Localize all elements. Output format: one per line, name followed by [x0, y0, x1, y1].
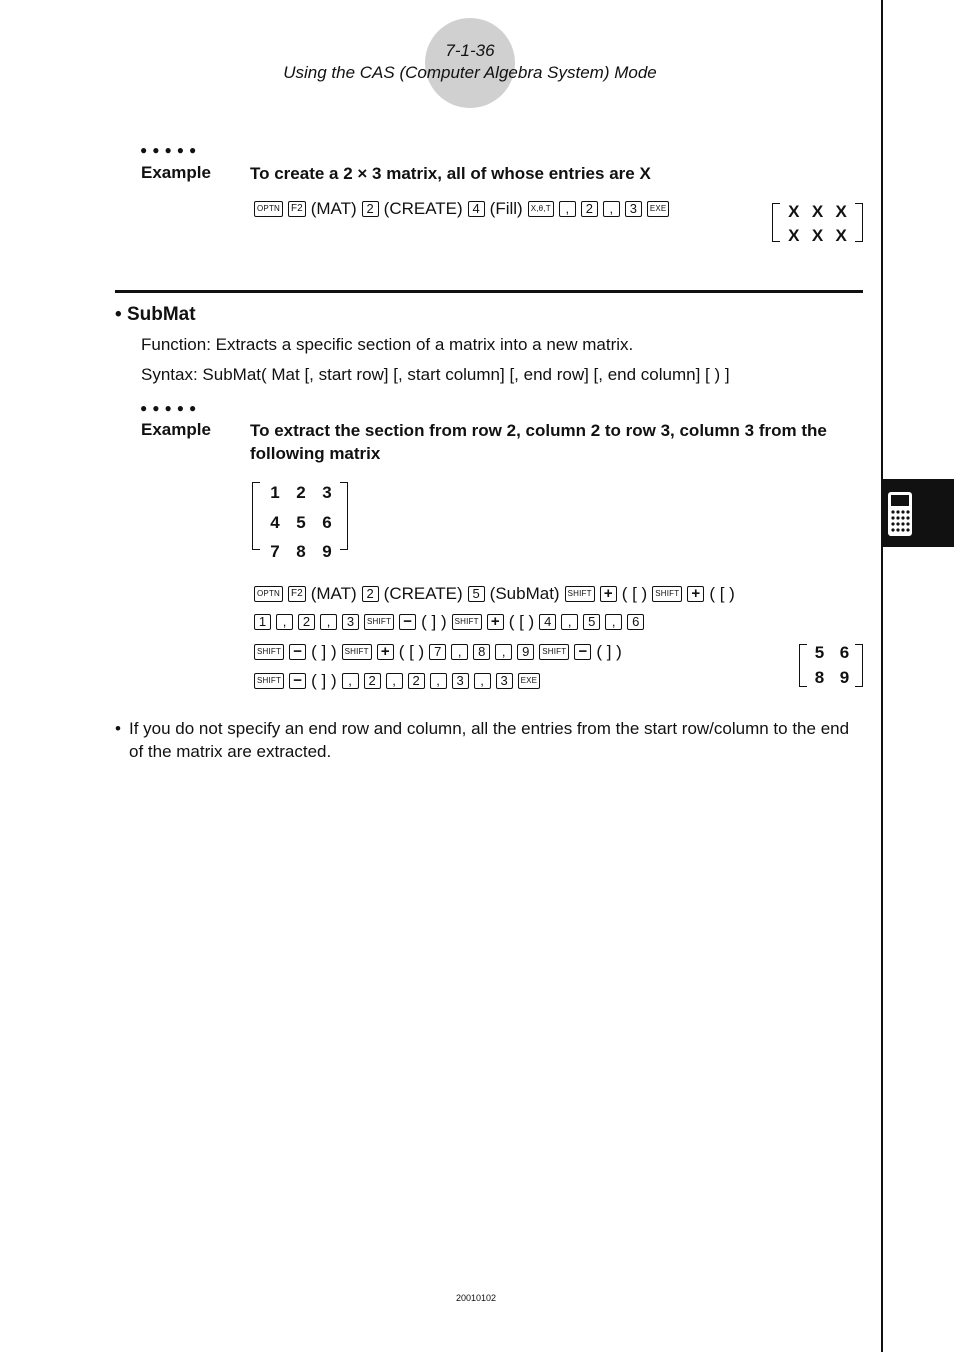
example-label: Example — [141, 163, 211, 182]
exe-key: EXE — [647, 201, 670, 217]
matrix-cell: X — [811, 202, 824, 221]
bullet-icon: • — [115, 719, 121, 738]
minus-key: − — [574, 644, 591, 660]
close-bracket-label: ( ] ) — [311, 642, 337, 661]
comma-key: , — [451, 644, 468, 660]
key-4: 4 — [468, 201, 485, 217]
example-title: To extract the section from row 2, column 2 to row 3, column 3 from the following matrix — [250, 421, 827, 463]
close-bracket-label: ( ] ) — [421, 612, 447, 631]
matrix-cell: 6 — [839, 642, 850, 662]
calculator-icon — [887, 491, 913, 537]
comma-key: , — [495, 644, 512, 660]
optn-key: OPTN — [254, 201, 283, 217]
key-8: 8 — [473, 644, 490, 660]
minus-key: − — [289, 644, 306, 660]
footer-code: 20010102 — [455, 1293, 497, 1303]
matrix-cell: X — [835, 202, 847, 221]
note-text: If you do not specify an end row and column, all the entries from the start row/column to the end of the matrix are extracted. — [129, 719, 850, 761]
close-bracket-label: ( ] ) — [596, 642, 622, 661]
key-7: 7 — [429, 644, 446, 660]
key-4: 4 — [539, 614, 556, 630]
comma-key: , — [561, 614, 578, 630]
page-number: 7-1-36 — [445, 41, 495, 60]
key-sequence-2-line-4 — [254, 670, 545, 692]
x-theta-t-key: X,θ,T — [528, 201, 554, 217]
exe-key: EXE — [518, 673, 541, 689]
create-label: (CREATE) — [383, 584, 463, 603]
matrix-cell: 2 — [296, 483, 306, 502]
shift-key: SHIFT — [254, 673, 284, 689]
matrix-cell: 1 — [270, 483, 280, 502]
matrix-cell: 4 — [270, 512, 280, 532]
comma-key: , — [605, 614, 622, 630]
key-5: 5 — [468, 586, 485, 602]
key-3: 3 — [452, 673, 469, 689]
section-divider — [115, 290, 863, 293]
open-bracket-label: ( [ ) — [398, 642, 425, 661]
section-heading: • SubMat — [115, 304, 196, 325]
key-6: 6 — [627, 614, 644, 630]
margin-rule — [881, 0, 883, 1352]
example-dots: ●●●●● — [140, 143, 202, 157]
matrix-cell: 7 — [270, 541, 280, 561]
minus-key: − — [289, 673, 306, 689]
create-label: (CREATE) — [383, 199, 463, 218]
f2-key: F2 — [288, 201, 306, 217]
page-title: Using the CAS (Computer Algebra System) Mode — [283, 63, 657, 82]
plus-key: + — [487, 614, 504, 630]
key-2: 2 — [581, 201, 598, 217]
source-matrix — [252, 478, 348, 561]
matrix-cell: X — [788, 202, 800, 221]
function-description: Function: Extracts a specific section of a matrix into a new matrix. — [141, 335, 634, 354]
matrix-cell: 8 — [296, 541, 306, 561]
key-2: 2 — [362, 201, 379, 217]
fill-label: (Fill) — [489, 199, 523, 218]
key-2: 2 — [408, 673, 425, 689]
key-3: 3 — [625, 201, 642, 217]
mat-label: (MAT) — [310, 584, 357, 603]
key-2: 2 — [362, 586, 379, 602]
key-3: 3 — [342, 614, 359, 630]
matrix-cell: 6 — [322, 512, 332, 532]
key-9: 9 — [517, 644, 534, 660]
note — [115, 717, 865, 763]
shift-key: SHIFT — [652, 586, 682, 602]
key-sequence-2-line-1 — [254, 583, 740, 605]
f2-key: F2 — [288, 586, 306, 602]
comma-key: , — [276, 614, 293, 630]
comma-key: , — [386, 673, 403, 689]
comma-key: , — [320, 614, 337, 630]
open-bracket-label: ( [ ) — [621, 584, 648, 603]
syntax-description: Syntax: SubMat( Mat [, start row] [, start column] [, end row] [, end column] [ ) ] — [141, 365, 730, 384]
close-bracket-label: ( ] ) — [311, 671, 337, 690]
bullet-icon: • — [115, 304, 127, 325]
matrix-cell: X — [811, 226, 824, 245]
shift-key: SHIFT — [342, 644, 372, 660]
plus-key: + — [600, 586, 617, 602]
mat-label: (MAT) — [310, 199, 357, 218]
comma-key: , — [342, 673, 359, 689]
key-1: 1 — [254, 614, 271, 630]
comma-key: , — [474, 673, 491, 689]
shift-key: SHIFT — [539, 644, 569, 660]
key-sequence-2-line-2 — [254, 611, 649, 633]
result-matrix-2 — [799, 640, 863, 690]
example-title: To create a 2 × 3 matrix, all of whose entries are X — [250, 164, 651, 183]
matrix-cell: 3 — [322, 483, 332, 502]
plus-key: + — [377, 644, 394, 660]
shift-key: SHIFT — [254, 644, 284, 660]
shift-key: SHIFT — [364, 614, 394, 630]
key-2: 2 — [364, 673, 381, 689]
shift-key: SHIFT — [565, 586, 595, 602]
matrix-cell: 9 — [322, 541, 332, 561]
example-dots: ●●●●● — [140, 401, 202, 415]
comma-key: , — [430, 673, 447, 689]
key-5: 5 — [583, 614, 600, 630]
example-label: Example — [141, 420, 211, 439]
shift-key: SHIFT — [452, 614, 482, 630]
key-2: 2 — [298, 614, 315, 630]
key-3: 3 — [496, 673, 513, 689]
key-sequence-2-line-3 — [254, 641, 627, 663]
matrix-cell: X — [835, 226, 847, 245]
matrix-cell: X — [788, 226, 800, 245]
comma-key: , — [559, 201, 576, 217]
open-bracket-label: ( [ ) — [709, 584, 735, 603]
matrix-cell: 5 — [814, 642, 825, 662]
comma-key: , — [603, 201, 620, 217]
matrix-cell: 9 — [839, 667, 850, 687]
plus-key: + — [687, 586, 704, 602]
matrix-cell: 8 — [814, 667, 825, 687]
matrix-cell: 5 — [296, 512, 306, 532]
optn-key: OPTN — [254, 586, 283, 602]
minus-key: − — [399, 614, 416, 630]
open-bracket-label: ( [ ) — [508, 612, 535, 631]
result-matrix-1 — [772, 200, 863, 244]
chapter-tab — [882, 479, 954, 547]
key-sequence-1 — [254, 198, 674, 220]
submat-label: (SubMat) — [489, 584, 560, 603]
